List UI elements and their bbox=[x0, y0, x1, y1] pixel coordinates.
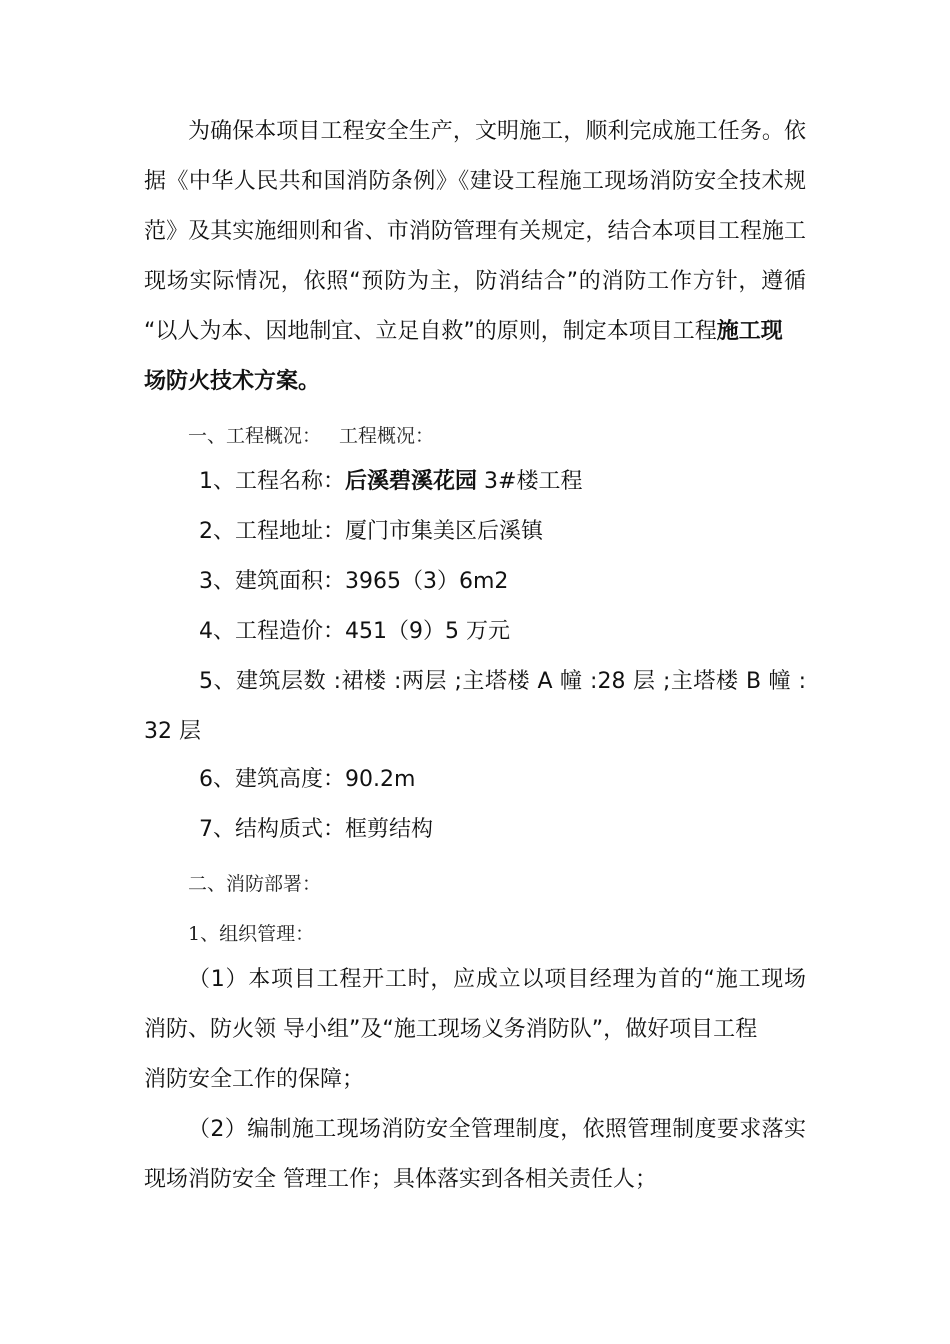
para-1-line-3: 消防安全工作的保障； bbox=[144, 1067, 365, 1092]
project-item-structure bbox=[199, 814, 433, 846]
intro-line-6-bold: 场防火技术方案。 bbox=[144, 369, 321, 394]
section-2-heading: 二、消防部署： bbox=[188, 873, 322, 895]
intro-line-3: 范》及其实施细则和省、市消防管理有关规定，结合本项目工程施工 bbox=[144, 219, 806, 244]
project-item-floors bbox=[199, 666, 806, 698]
para-2-line-1: （2）编制施工现场消防安全管理制度，依照管理制度要求落实 bbox=[188, 1117, 806, 1142]
project-item-address bbox=[199, 516, 543, 548]
project-item-floors-continuation: 32 层 bbox=[144, 719, 201, 744]
item-label: 2、工程地址： bbox=[199, 519, 345, 544]
item-label: 7、结构质式： bbox=[199, 817, 345, 842]
item-value: 3965（3）6m2 bbox=[345, 569, 509, 594]
project-item-height bbox=[199, 764, 415, 796]
para-2-line-2: 现场消防安全 管理工作；具体落实到各相关责任人； bbox=[144, 1167, 657, 1192]
item-value: 框剪结构 bbox=[345, 817, 434, 842]
item-value: 裙楼 :两层 ;主塔楼 A 幢 :28 层 ;主塔楼 B 幢 : bbox=[341, 669, 806, 694]
project-item-cost bbox=[199, 616, 510, 648]
item-label: 6、建筑高度： bbox=[199, 767, 345, 792]
item-value: 90.2m bbox=[345, 767, 416, 792]
section-1-heading-a: 一、工程概况： bbox=[188, 425, 322, 447]
section-1-heading-b: 工程概况： bbox=[339, 425, 435, 447]
intro-line-5-text: “以人为本、因地制宜、立足自救”的原则，制定本项目工程 bbox=[144, 319, 717, 344]
intro-line-1: 为确保本项目工程安全生产，文明施工，顺利完成施工任务。依 bbox=[188, 119, 806, 144]
section-1-heading bbox=[188, 420, 434, 452]
project-item-name bbox=[199, 466, 582, 498]
para-1-line-2: 消防、防火领 导小组”及“施工现场义务消防队”，做好项目工程 bbox=[144, 1017, 758, 1042]
section-2-subheading: 1、组织管理： bbox=[188, 923, 315, 945]
item-label: 5、建筑层数 : bbox=[199, 669, 341, 694]
item-value: 厦门市集美区后溪镇 bbox=[345, 519, 544, 544]
item-label: 4、工程造价： bbox=[199, 619, 345, 644]
para-1-line-1: （1）本项目工程开工时，应成立以项目经理为首的“施工现场 bbox=[188, 967, 806, 992]
item-label: 3、建筑面积： bbox=[199, 569, 345, 594]
intro-line-5-bold: 施工现 bbox=[716, 319, 783, 344]
intro-line-2: 据《中华人民共和国消防条例》《建设工程施工现场消防安全技术规 bbox=[144, 169, 806, 194]
item-value: 3#楼工程 bbox=[477, 469, 583, 494]
item-value: 451（9）5 万元 bbox=[345, 619, 510, 644]
intro-line-5 bbox=[144, 316, 783, 348]
intro-line-4: 现场实际情况，依照“预防为主，防消结合”的消防工作方针，遵循 bbox=[144, 269, 806, 294]
item-value-bold: 后溪碧溪花园 bbox=[345, 469, 478, 494]
item-label: 1、工程名称： bbox=[199, 469, 345, 494]
project-item-area bbox=[199, 566, 508, 598]
